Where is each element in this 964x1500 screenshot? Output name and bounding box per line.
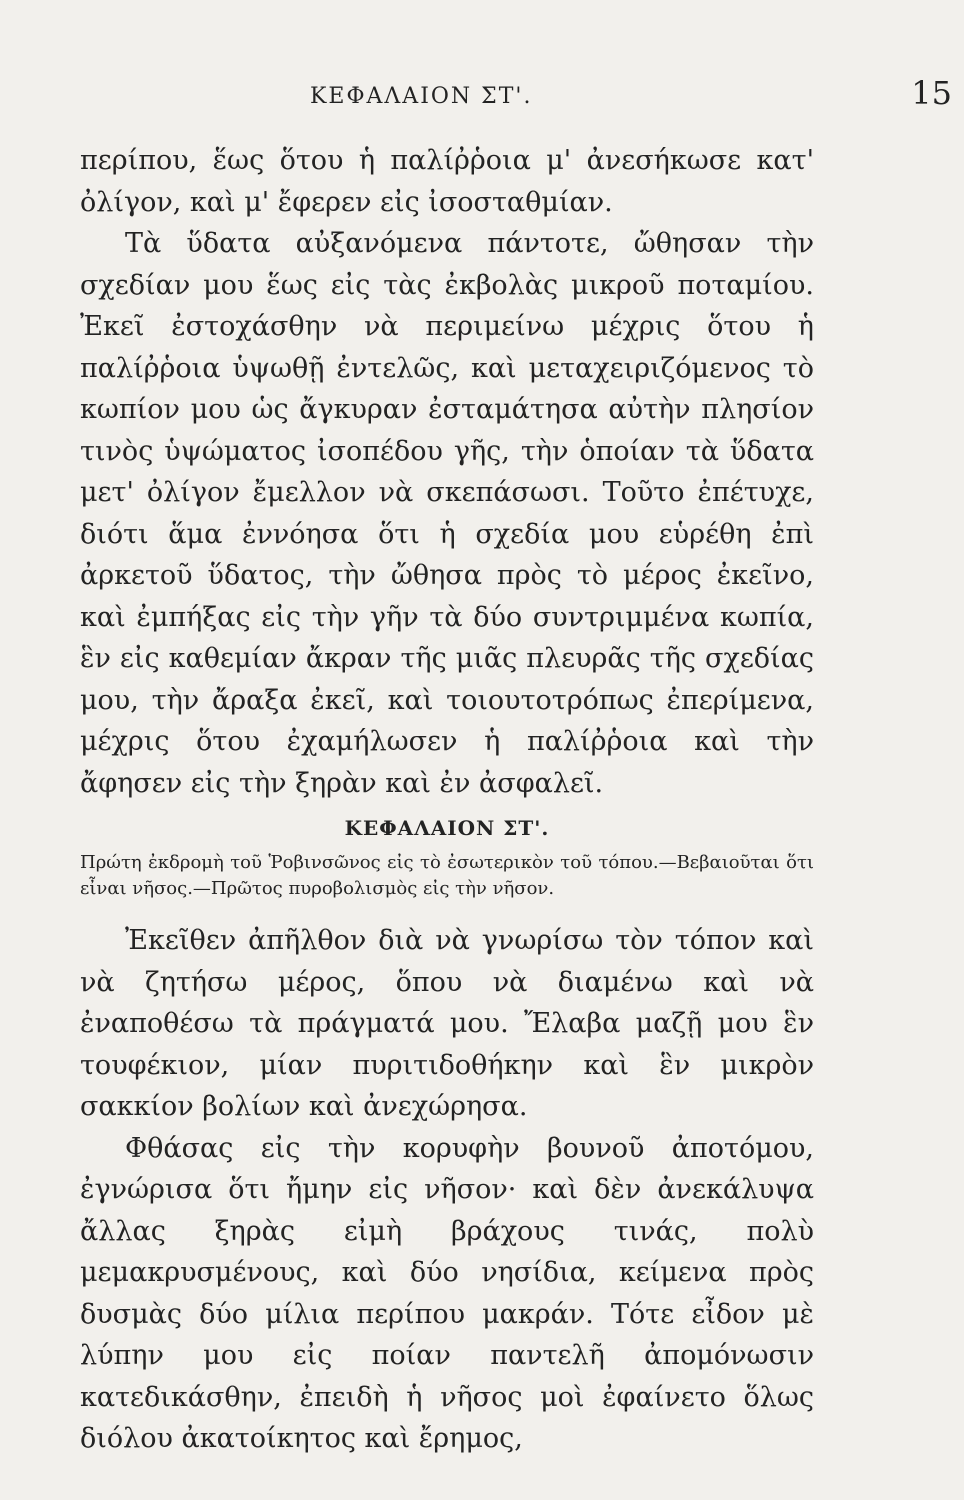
paragraph-continued: περίπου, ἕως ὅτου ἡ παλίῤῥοια μ' ἀνεσήκωσε κατ' ὀλίγον, καὶ μ' ἔφερεν εἰς ἰσοσταθμίαν. [80,145,814,218]
paragraph-island: Φθάσας εἰς τὴν κορυφὴν βουνοῦ ἀποτόμου, ἐγνώρισα ὅτι ἤμην εἰς νῆσον· καὶ δὲν ἀνεκάλυψα ἄλλας ξηρὰς εἰμὴ βράχους τινάς, πολὺ μεμακρυσμένους, καὶ δύο νησίδια, κείμενα πρὸς δυσμὰς δύο μίλια περίπου μακράν. Τότε εἶδον μὲ λύπην μου εἰς ποίαν παντελῆ ἀπομόνωσιν κατεδικάσθην, ἐπειδὴ ἡ νῆσος μοὶ ἐφαίνετο ὅλως διόλου ἀκατοίκητος καὶ ἔρημος, [80,1132,814,1454]
chapter-title: ΚΕΦΑΛΑΙΟΝ ΣΤ'. [344,816,550,840]
chapter-summary: Πρώτη ἐκδρομὴ τοῦ Ῥοβινσῶνος εἰς τὸ ἐσωτερικὸν τοῦ τόπου.—Βεβαιοῦται ὅτι εἶναι νῆσος.—Πρῶτος πυροβολισμὸς εἰς τὴν νῆσον. [80,852,814,899]
page-number: 15 [911,74,952,112]
paragraph-raft: Τὰ ὕδατα αὐξανόμενα πάντοτε, ὤθησαν τὴν σχεδίαν μου ἕως εἰς τὰς ἐκβολὰς μικροῦ ποταμίου. Ἐκεῖ ἐστοχάσθην νὰ περιμείνω μέχρις ὅτου ἡ παλίῤῥοια ὑψωθῇ ἐντελῶς, καὶ μεταχειριζόμενος τὸ κωπίον μου ὡς ἄγκυραν ἐσταμάτησα αὐτὴν πλησίον τινὸς ὑψώματος ἰσοπέδου γῆς, τὴν ὁποίαν τὰ ὕδατα μετ' ὀλίγον ἔμελλον νὰ σκεπάσωσι. Τοῦτο ἐπέτυχε, διότι ἅμα ἐννόησα ὅτι ἡ σχεδία μου εὑρέθη ἐπὶ ἀρκετοῦ ὕδατος, τὴν ὤθησα πρὸς τὸ μέρος ἐκεῖνο, καὶ ἐμπήξας εἰς τὴν γῆν τὰ δύο συντριμμένα κωπία, ἓν εἰς καθεμίαν ἄκραν τῆς μιᾶς πλευρᾶς τῆς σχεδίας μου, τὴν ἄραξα ἐκεῖ, καὶ τοιουτοτρόπως ἐπερίμενα, μέχρις ὅτου ἐχαμήλωσεν ἡ παλίῤῥοια καὶ τὴν ἄφησεν εἰς τὴν ξηρὰν καὶ ἐν ἀσφαλεῖ. [80,228,814,799]
paragraph-departure: Ἐκεῖθεν ἀπῆλθον διὰ νὰ γνωρίσω τὸν τόπον καὶ νὰ ζητήσω μέρος, ὅπου νὰ διαμένω καὶ νὰ ἐναποθέσω τὰ πράγματά μου. Ἔλαβα μαζῇ μου ἓν τουφέκιον, μίαν πυριτιδοθήκην καὶ ἓν μικρὸν σακκίον βολίων καὶ ἀνεχώρησα. [80,925,814,1122]
page-header [80,70,952,140]
running-head: ΚΕΦΑΛΑΙΟΝ ΣΤ'. [310,84,533,109]
